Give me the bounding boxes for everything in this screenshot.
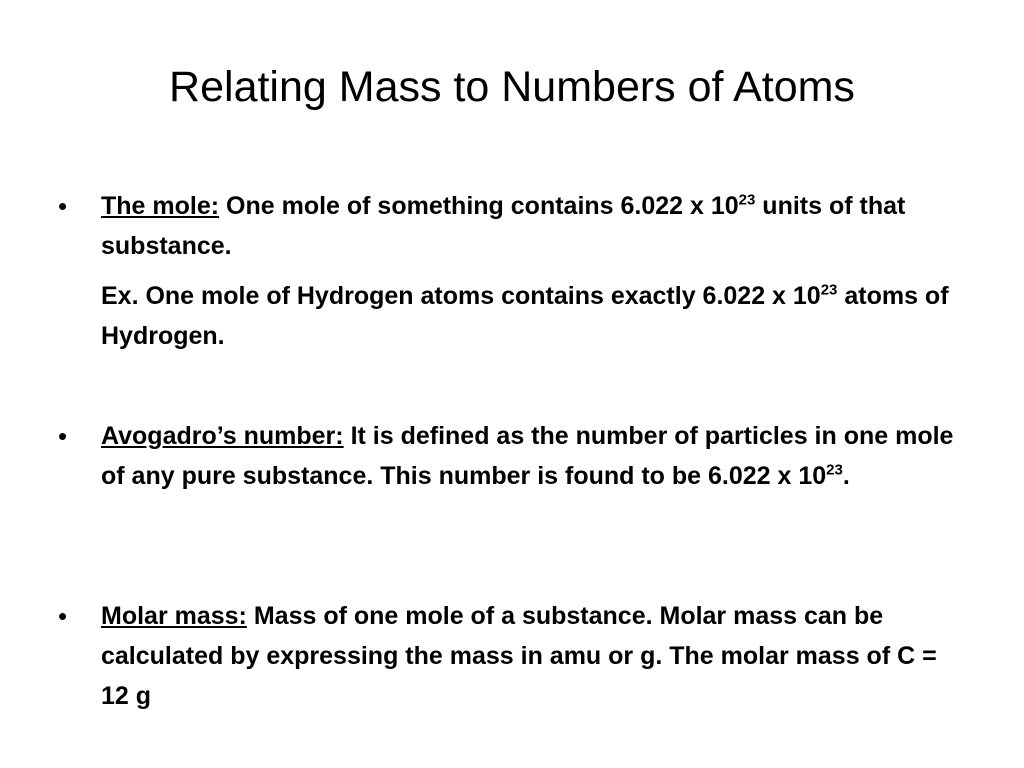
term-avogadros-number: Avogadro’s number: (101, 422, 344, 450)
example-paragraph (101, 276, 966, 356)
bullet-dot: • (58, 421, 68, 451)
exponent: 23 (826, 461, 843, 479)
example-text: Ex. One mole of Hydrogen atoms contains exactly 6.022 x 10 (101, 282, 821, 310)
term-the-mole: The mole: (101, 192, 220, 220)
example-text-end: atoms of Hydrogen. (101, 282, 949, 350)
slide-title: Relating Mass to Numbers of Atoms (169, 63, 855, 111)
definition-text: It is defined as the number of particles in one mole of any pure substance. This number is found to be 6.022 x 10 (101, 422, 954, 490)
definition-text-end: units of that substance. (101, 192, 906, 260)
bullet-dot: • (58, 601, 68, 631)
definition-text: One mole of something contains 6.022 x 10 (219, 192, 739, 220)
bullet-paragraph (101, 596, 966, 716)
bullet-paragraph (101, 186, 966, 266)
definition-text-end: . (842, 462, 850, 490)
definition-text: Mass of one mole of a substance. Molar mass can be calculated by expressing the mass in amu or g. The molar mass of C = 12 g (101, 602, 937, 710)
exponent: 23 (820, 281, 838, 299)
term-molar-mass: Molar mass: (101, 602, 247, 630)
bullet-body (101, 596, 966, 716)
bullet-paragraph (101, 416, 966, 496)
bullet-body (101, 416, 966, 496)
bullet-dot: • (58, 191, 68, 221)
bullet-body (101, 186, 966, 356)
exponent: 23 (738, 191, 756, 209)
